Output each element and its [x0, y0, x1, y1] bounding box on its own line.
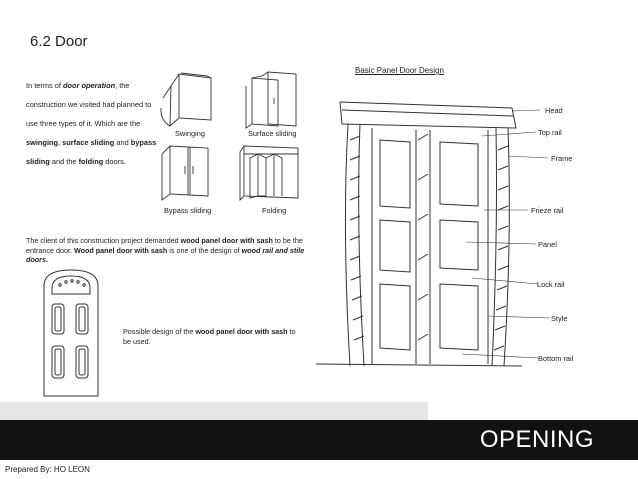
part-label-top-rail: Top rail	[538, 128, 562, 137]
client-paragraph: The client of this construction project demanded wood panel door with sash to be the entrance door. Wood panel door with sash is one of the design of wood rail and stile doors.	[26, 236, 305, 264]
folding-door-sketch	[236, 140, 304, 202]
prepared-by: Prepared By: HO LEON	[5, 465, 90, 474]
intro-paragraph: In terms of door operation, the construction we visited had planned to use three types of it. Which are the swinging, surface sliding and bypass sliding and the folding doors.	[26, 81, 157, 166]
footer-grey-band	[0, 402, 428, 420]
bypass-sliding-label: Bypass sliding	[164, 206, 212, 215]
part-label-head: Head	[545, 106, 563, 115]
part-label-frame: Frame	[551, 154, 573, 163]
swinging-door-sketch	[155, 68, 217, 130]
surface-sliding-label: Surface sliding	[248, 129, 297, 138]
possible-design-paragraph: Possible design of the wood panel door with sash to be used.	[123, 327, 296, 346]
panel-door-sketch	[312, 80, 638, 380]
part-label-lock-rail: Lock rail	[537, 280, 565, 289]
part-label-panel: Panel	[538, 240, 557, 249]
page-heading: 6.2 Door	[30, 33, 88, 50]
swinging-label: Swinging	[175, 129, 205, 138]
part-label-frieze-rail: Frieze rail	[531, 206, 564, 215]
part-label-style: Style	[551, 314, 568, 323]
sash-door-sketch	[40, 268, 102, 400]
folding-label: Folding	[262, 206, 287, 215]
bypass-sliding-sketch	[152, 140, 214, 202]
panel-door-title: Basic Panel Door Design	[355, 66, 444, 75]
section-title: OPENING	[479, 426, 594, 453]
part-label-bottom-rail: Bottom rail	[538, 354, 574, 363]
surface-sliding-sketch	[238, 68, 300, 130]
